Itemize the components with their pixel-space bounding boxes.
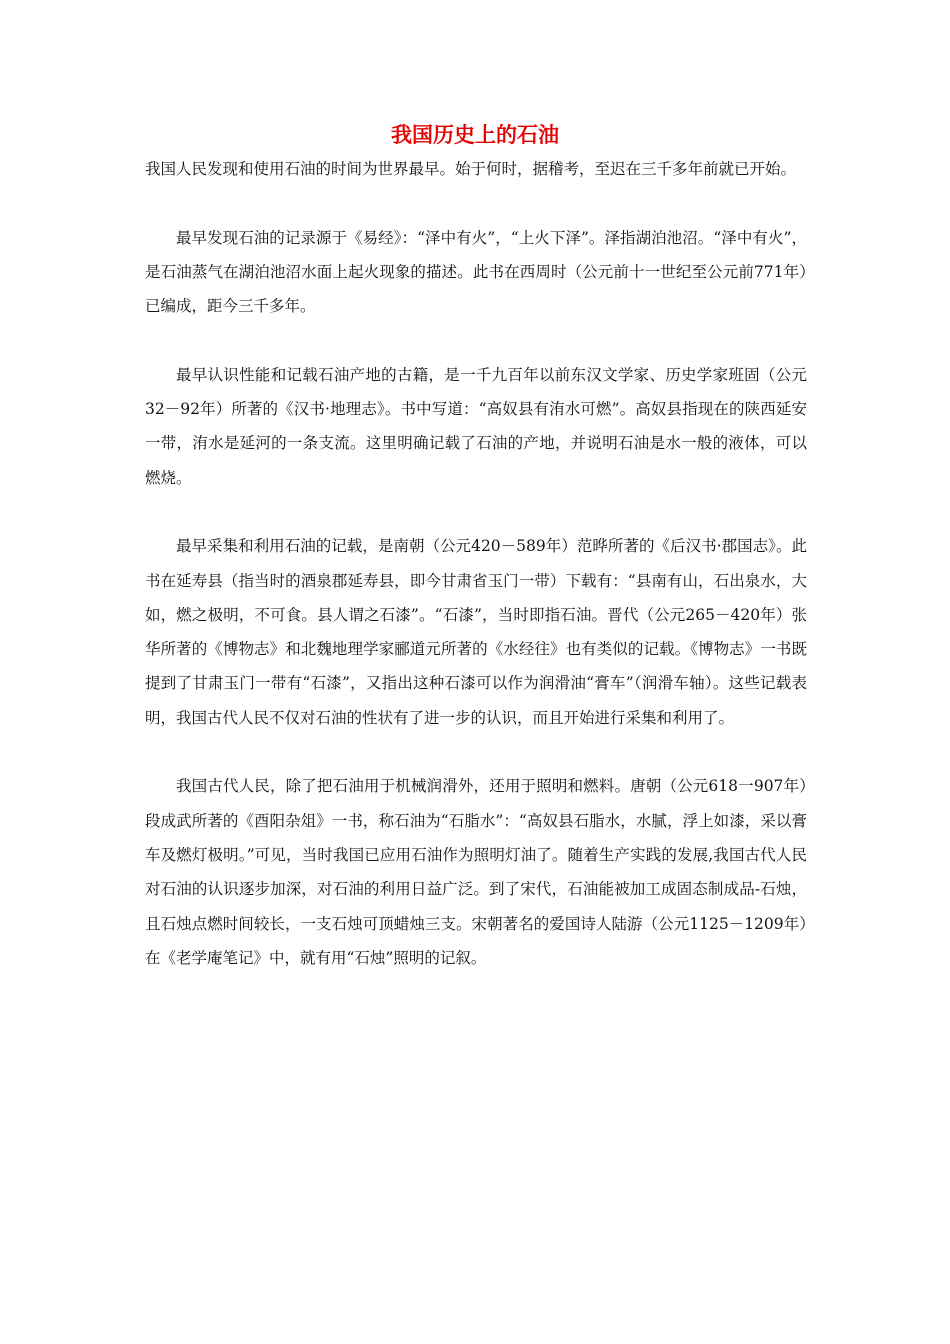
paragraph-intro: 我国人民发现和使用石油的时间为世界最早。始于何时，据稽考，至迟在三千多年前就已开始。: [145, 160, 797, 178]
document-title: 我国历史上的石油: [391, 122, 559, 147]
document-body: [145, 152, 807, 1009]
paragraph-houhanshu: 最早采集和利用石油的记载，是南朝（公元420－589年）范晔所著的《后汉书·郡国志》。此书在延寿县（指当时的酒泉郡延寿县，即今甘肃省玉门一带）下载有：“县南有山，石出泉水，大如，燃之极明，不可食。县人谓之石漆”。“石漆”，当时即指石油。晋代（公元265－420年）张华所著的《博物志》和北魏地理学家郦道元所著的《水经往》也有类似的记载。《博物志》一书既提到了甘肃玉门一带有“石漆”，又指出这种石漆可以作为润滑油“膏车”（润滑车轴）。这些记载表明，我国古代人民不仅对石油的性状有了进一步的认识，而且开始进行采集和利用了。: [145, 537, 807, 727]
paragraph-hanshu: 最早认识性能和记载石油产地的古籍，是一千九百年以前东汉文学家、历史学家班固（公元32－92年）所著的《汉书·地理志》。书中写道：“高奴县有洧水可燃”。高奴县指现在的陕西延安一带，洧水是延河的一条支流。这里明确记载了石油的产地，并说明石油是水一般的液体，可以燃烧。: [145, 365, 807, 487]
paragraph-yijing: 最早发现石油的记录源于《易经》：“泽中有火”，“上火下泽”。泽指湖泊池沼。“泽中有火”，是石油蒸气在湖泊池沼水面上起火现象的描述。此书在西周时（公元前十一世纪至公元前771年）已编成，距今三千多年。: [145, 228, 807, 316]
paragraph-lighting-fuel: 我国古代人民，除了把石油用于机械润滑外，还用于照明和燃料。唐朝（公元618一907年）段成武所著的《酉阳杂俎》一书，称石油为“石脂水”：“高奴县石脂水，水腻，浮上如漆，采以膏车及燃灯极明。”可见，当时我国已应用石油作为照明灯油了。随着生产实践的发展,我国古代人民对石油的认识逐步加深，对石油的利用日益广泛。到了宋代，石油能被加工成固态制成品-石烛，且石烛点燃时间较长，一支石烛可顶蜡烛三支。宋朝著名的爱国诗人陆游（公元1125－1209年）在《老学庵笔记》中，就有用“石烛”照明的记叙。: [145, 777, 807, 967]
